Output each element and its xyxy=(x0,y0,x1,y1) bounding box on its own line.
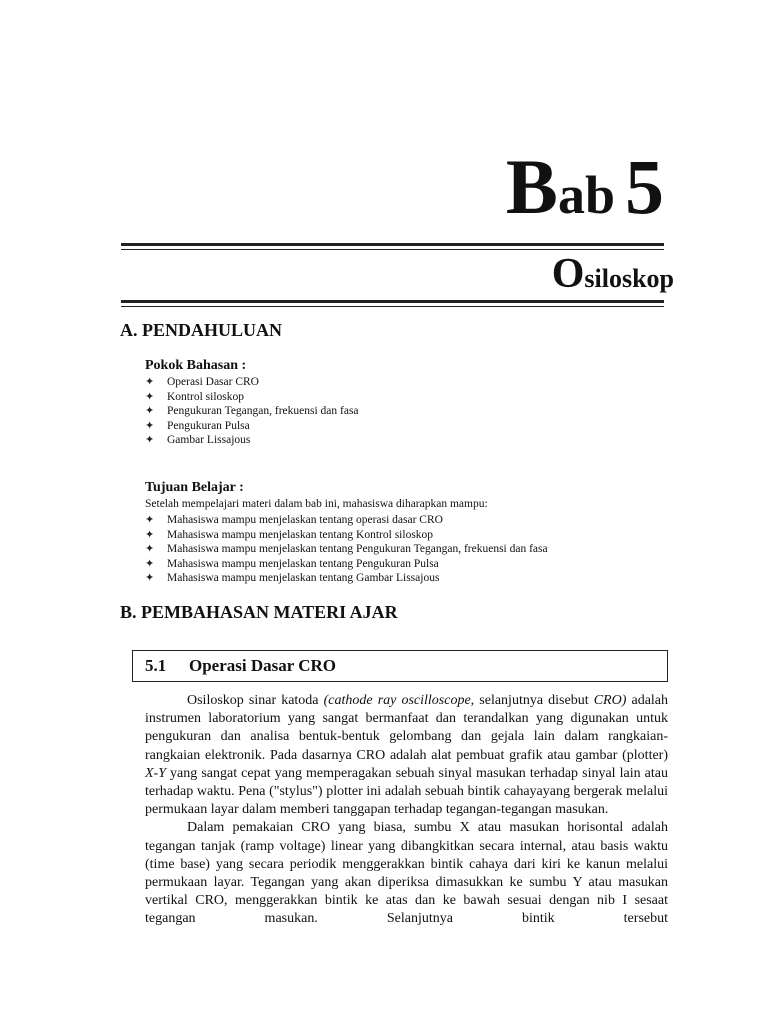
four-point-star-icon: ✦ xyxy=(145,543,155,556)
list-item: ✦ Mahasiswa mampu menjelaskan tentang Pengukuran Tegangan, frekuensi dan fasa xyxy=(145,543,548,556)
four-point-star-icon: ✦ xyxy=(145,528,155,541)
list-item: ✦ Mahasiswa mampu menjelaskan tentang operasi dasar CRO xyxy=(145,514,443,526)
chapter-rest: ab xyxy=(557,165,615,225)
list-item: ✦ Pengukuran Pulsa xyxy=(145,419,250,432)
pokok-bahasan-list xyxy=(145,375,359,448)
section-a-heading: A. PENDAHULUAN xyxy=(120,320,282,340)
four-point-star-icon: ✦ xyxy=(145,434,155,447)
subsection-title: Operasi Dasar CRO xyxy=(189,656,337,675)
list-item: ✦ Pengukuran Tegangan, frekuensi dan fasa xyxy=(145,405,359,418)
section-b-heading: B. PEMBAHASAN MATERI AJAR xyxy=(120,602,398,622)
tujuan-belajar-list xyxy=(145,513,548,586)
list-item: ✦ Mahasiswa mampu menjelaskan tentang Kontrol siloskop xyxy=(145,528,434,541)
tujuan-intro-text: Setelah mempelajari materi dalam bab ini, mahasiswa diharapkan mampu: xyxy=(145,498,488,510)
chapter-title xyxy=(552,253,674,295)
four-point-star-icon: ✦ xyxy=(145,376,155,388)
divider-bottom-thin xyxy=(121,306,664,307)
list-item: ✦ Gambar Lissajous xyxy=(145,434,251,447)
divider-top-thick xyxy=(121,243,664,246)
chapter-number: 5 xyxy=(625,143,664,230)
subsection-heading-box xyxy=(132,650,668,682)
four-point-star-icon: ✦ xyxy=(145,405,155,418)
chapter-heading xyxy=(505,143,664,230)
divider-top-thin xyxy=(121,249,664,250)
divider-bottom-thick xyxy=(121,300,664,303)
body-text xyxy=(145,692,668,929)
four-point-star-icon: ✦ xyxy=(145,557,155,570)
tujuan-belajar-heading: Tujuan Belajar : xyxy=(145,480,244,495)
list-item: ✦ Mahasiswa mampu menjelaskan tentang Gambar Lissajous xyxy=(145,572,440,585)
paragraph-2: Dalam pemakaian CRO yang biasa, sumbu X atau masukan horisontal adalah tegangan tanjak (ramp voltage) linear yang dibangkitkan secara internal, atau basis waktu (time base) yang secara periodik menggerakkan bintik cahaya dari kiri ke kanun melalui permukaan layar. Tegangan yang akan diperiksa dimasukkan ke sumbu Y atau masukan vertikal CRO, menggerakkan bintik ke atas dan ke bawah sesuai dengan nib I sesaat tegangan masukan. Selanjutnya bintik tersebut xyxy=(145,820,668,927)
chapter-cap: B xyxy=(505,143,558,230)
subsection-number: 5.1 xyxy=(145,656,167,675)
list-item: ✦ Mahasiswa mampu menjelaskan tentang Pengukuran Pulsa xyxy=(145,557,439,570)
paragraph-1: Osiloskop sinar katoda (cathode ray oscilloscope, selanjutnya disebut CRO) adalah instrumen laboratorium yang sangat bermanfaat dan terandalkan yang digunakan untuk pengukuran dan analisa bentuk-bentuk gelombang dan gejala lain dalam rangkaian-rangkaian elektronik. Pada dasarnya CRO adalah alat pembuat grafik atau gambar (plotter) X-Y yang sangat cepat yang memperagakan sebuah sinyal masukan terhadap sinyal lain atau terhadap waktu. Pena ("stylus") plotter ini adalah sebuah bintik cahayayang bergerak melalui permukaan layar dalam memberi tanggapan terhadap tegangan-tegangan masukan. xyxy=(145,693,669,818)
four-point-star-icon: ✦ xyxy=(145,514,155,526)
four-point-star-icon: ✦ xyxy=(145,572,155,585)
list-item: ✦ Kontrol siloskop xyxy=(145,390,244,403)
list-item: ✦ Operasi Dasar CRO xyxy=(145,376,259,388)
four-point-star-icon: ✦ xyxy=(145,390,155,403)
chapter-title-rest: siloskop xyxy=(584,264,674,293)
chapter-title-cap: O xyxy=(551,251,585,297)
four-point-star-icon: ✦ xyxy=(145,419,155,432)
pokok-bahasan-heading: Pokok Bahasan : xyxy=(145,358,247,373)
